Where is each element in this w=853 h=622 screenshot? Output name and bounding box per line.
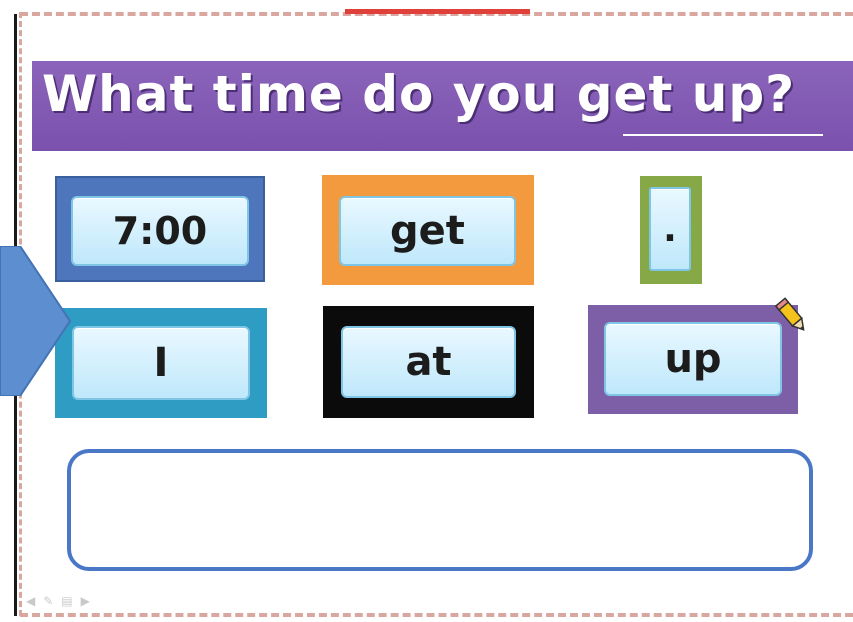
word-card-get-label: get [339,196,516,266]
word-card-subject-label: I [72,326,250,400]
word-card-period[interactable] [640,176,702,284]
word-card-time-label: 7:00 [71,196,249,266]
word-card-up-label: up [604,322,782,396]
arrow-right-icon [0,246,72,396]
red-accent-bar [345,9,530,14]
slide-title: What time do you get up? [42,65,796,123]
arrow-left-icon[interactable]: ◀ [26,594,36,608]
presentation-toolbar [26,593,90,609]
title-underline [623,134,823,136]
title-banner [32,61,853,151]
word-card-subject[interactable] [55,308,267,418]
arrow-right-icon[interactable]: ▶ [80,594,90,608]
word-card-period-label: . [649,187,691,271]
menu-icon[interactable]: ▤ [61,594,73,608]
pen-icon[interactable]: ✎ [43,594,54,608]
word-card-get[interactable] [322,175,534,285]
slide-frame-bottom [20,613,853,617]
word-card-up[interactable] [588,305,798,414]
word-card-at[interactable] [323,306,534,418]
answer-drop-box[interactable] [67,449,813,571]
word-card-time[interactable] [55,176,265,282]
pencil-icon [775,296,809,336]
word-card-at-label: at [341,326,516,398]
